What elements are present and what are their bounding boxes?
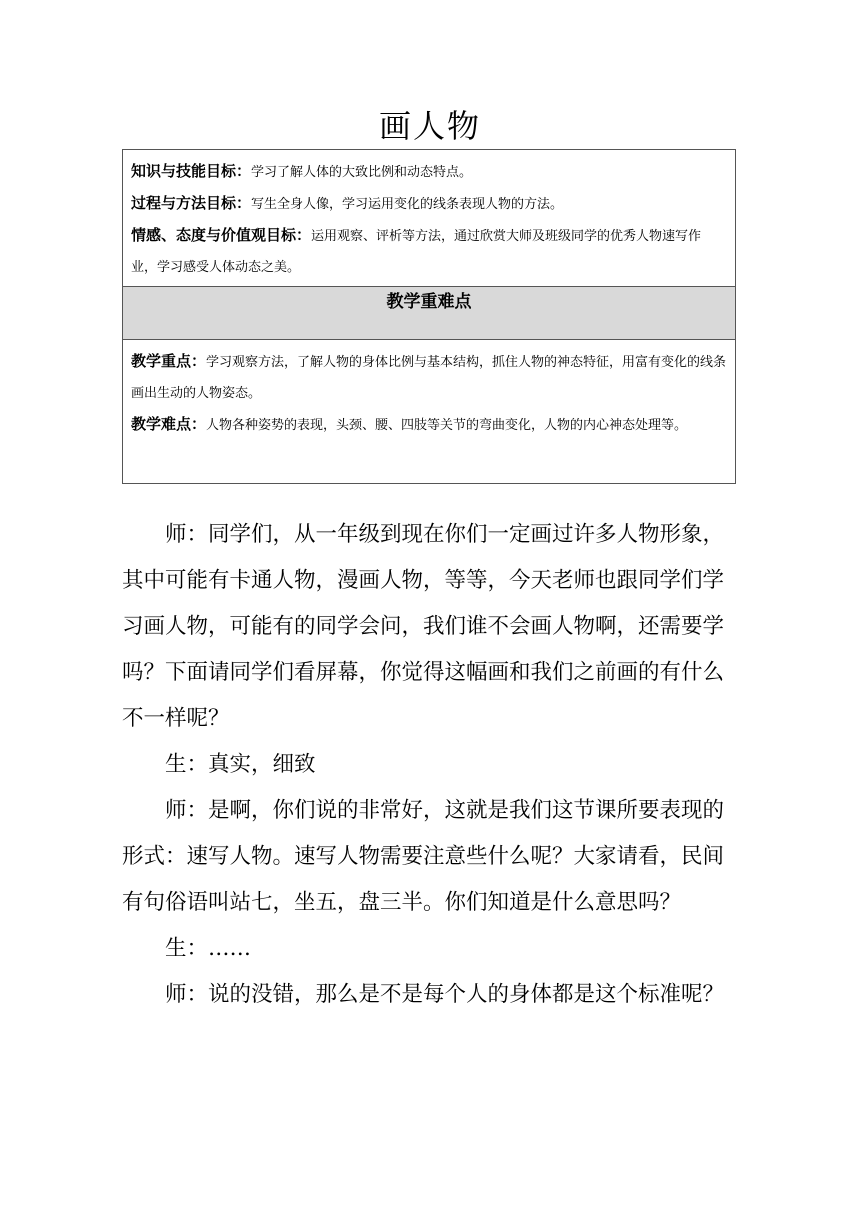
objectives-table bbox=[122, 149, 736, 484]
point-label: 教学难点： bbox=[131, 415, 207, 433]
key-points-header: 教学重难点 bbox=[123, 286, 735, 340]
point-text: 人物各种姿势的表现，头颈、腰、四肢等关节的弯曲变化，人物的内心神态处理等。 bbox=[206, 418, 688, 433]
dialogue-paragraph: 师：是啊，你们说的非常好，这就是我们这节课所要表现的形式：速写人物。速写人物需要注意些什么呢？大家请看，民间有句俗语叫站七，坐五，盘三半。你们知道是什么意思吗？ bbox=[122, 798, 725, 915]
dialogue-paragraph: 师：说的没错，那么是不是每个人的身体都是这个标准呢？ bbox=[165, 982, 725, 1007]
page-title: 画人物 bbox=[378, 107, 481, 145]
lesson-dialogue bbox=[122, 512, 736, 1018]
goal-text: 运用观察、评析等方法，通过欣赏大师及班级同学的优秀人物速写作业，学习感受人体动态之美。 bbox=[131, 229, 702, 275]
goal-label: 知识与技能目标： bbox=[131, 162, 252, 180]
teaching-difficulty bbox=[131, 409, 727, 441]
objectives-section bbox=[123, 150, 735, 286]
goal-text: 学习了解人体的大致比例和动态特点。 bbox=[251, 165, 473, 180]
dialogue-paragraph: 师：同学们，从一年级到现在你们一定画过许多人物形象，其中可能有卡通人物，漫画人物，等等，今天老师也跟同学们学习画人物，可能有的同学会问，我们谁不会画人物啊，还需要学吗？下面请同学们看屏幕，你觉得这幅画和我们之前画的有什么不一样呢？ bbox=[122, 522, 725, 731]
point-text: 学习观察方法，了解人物的身体比例与基本结构，抓住人物的神态特征，用富有变化的线条画出生动的人物姿态。 bbox=[131, 355, 727, 401]
goal-label: 情感、态度与价值观目标： bbox=[131, 226, 312, 244]
knowledge-skill-goal bbox=[131, 156, 727, 188]
point-label: 教学重点： bbox=[131, 352, 207, 370]
key-points-section bbox=[123, 340, 735, 485]
process-method-goal bbox=[131, 188, 727, 220]
dialogue-paragraph: 生：真实，细致 bbox=[165, 752, 316, 777]
goal-label: 过程与方法目标： bbox=[131, 194, 252, 212]
dialogue-paragraph: 生：…… bbox=[165, 936, 252, 961]
teaching-focus bbox=[131, 346, 727, 409]
emotion-attitude-goal bbox=[131, 220, 727, 283]
goal-text: 写生全身人像，学习运用变化的线条表现人物的方法。 bbox=[251, 197, 564, 212]
